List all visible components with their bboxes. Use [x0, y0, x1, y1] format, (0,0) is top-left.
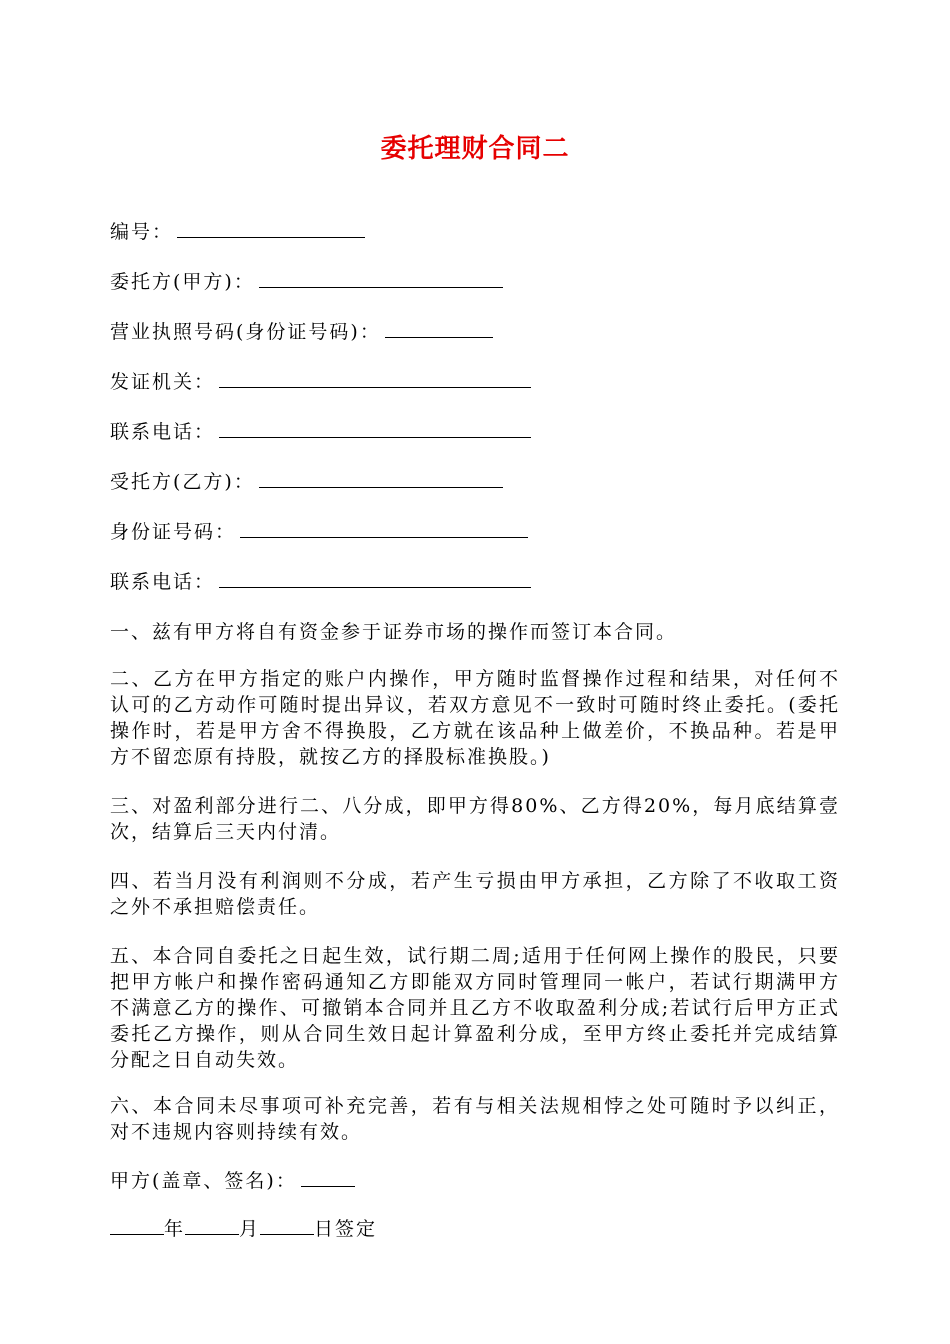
clause-3: 三、对盈利部分进行二、八分成，即甲方得80%、乙方得20%，每月底结算壹次，结算后三天内付清。	[110, 795, 840, 843]
clause-2: 二、乙方在甲方指定的账户内操作，甲方随时监督操作过程和结果，对任何不认可的乙方动作可随时提出异议，若双方意见不一致时可随时终止委托。(委托操作时，若是甲方舍不得换股，乙方就在该品种上做差价，不换品种。若是甲方不留恋原有持股，就按乙方的择股标准换股。)	[110, 668, 840, 768]
field-issuer-label: 发证机关：	[110, 371, 216, 393]
field-number-blank	[177, 219, 365, 238]
field-issuer-blank	[219, 369, 531, 388]
date-year-label: 年	[164, 1218, 186, 1240]
field-party-a-label: 委托方(甲方)：	[110, 271, 255, 293]
field-phone-b-blank	[219, 569, 531, 588]
field-party-a-blank	[259, 269, 503, 288]
clause-6: 六、本合同未尽事项可补充完善，若有与相关法规相悖之处可随时予以纠正，对不违规内容则持续有效。	[110, 1095, 840, 1143]
field-id-b-blank	[240, 519, 528, 538]
field-phone-a-label: 联系电话：	[110, 421, 216, 443]
field-party-b-blank	[259, 469, 503, 488]
signature-party-a	[110, 1168, 355, 1194]
field-id-b-label: 身份证号码：	[110, 521, 237, 543]
field-party-a	[110, 269, 503, 295]
date-month-blank	[185, 1216, 239, 1235]
field-party-b	[110, 469, 503, 495]
clause-5: 五、本合同自委托之日起生效，试行期二周;适用于任何网上操作的股民，只要把甲方帐户和操作密码通知乙方即能双方同时管理同一帐户，若试行期满甲方不满意乙方的操作、可撤销本合同并且乙方不收取盈利分成;若试行后甲方正式委托乙方操作，则从合同生效日起计算盈利分成，至甲方终止委托并完成结算分配之日自动失效。	[110, 945, 840, 1071]
document-title: 委托理财合同二	[380, 134, 570, 164]
field-license	[110, 319, 493, 345]
field-phone-b-label: 联系电话：	[110, 571, 216, 593]
clause-1: 一、兹有甲方将自有资金参于证券市场的操作而签订本合同。	[110, 621, 678, 643]
date-year-blank	[110, 1216, 164, 1235]
date-day-label: 日签定	[314, 1218, 378, 1240]
field-phone-b	[110, 569, 531, 595]
field-number-label: 编号：	[110, 221, 174, 243]
field-license-blank	[385, 319, 493, 338]
field-issuer	[110, 369, 531, 395]
field-phone-a	[110, 419, 531, 445]
date-month-label: 月	[239, 1218, 261, 1240]
date-day-blank	[260, 1216, 314, 1235]
signature-date	[110, 1216, 377, 1242]
signature-party-a-blank	[301, 1168, 355, 1187]
field-license-label: 营业执照号码(身份证号码)：	[110, 321, 381, 343]
clause-4: 四、若当月没有利润则不分成，若产生亏损由甲方承担，乙方除了不收取工资之外不承担赔偿责任。	[110, 870, 840, 918]
field-id-b	[110, 519, 528, 545]
field-number	[110, 219, 365, 245]
field-party-b-label: 受托方(乙方)：	[110, 471, 255, 493]
field-phone-a-blank	[219, 419, 531, 438]
signature-party-a-label: 甲方(盖章、签名)：	[110, 1170, 297, 1192]
